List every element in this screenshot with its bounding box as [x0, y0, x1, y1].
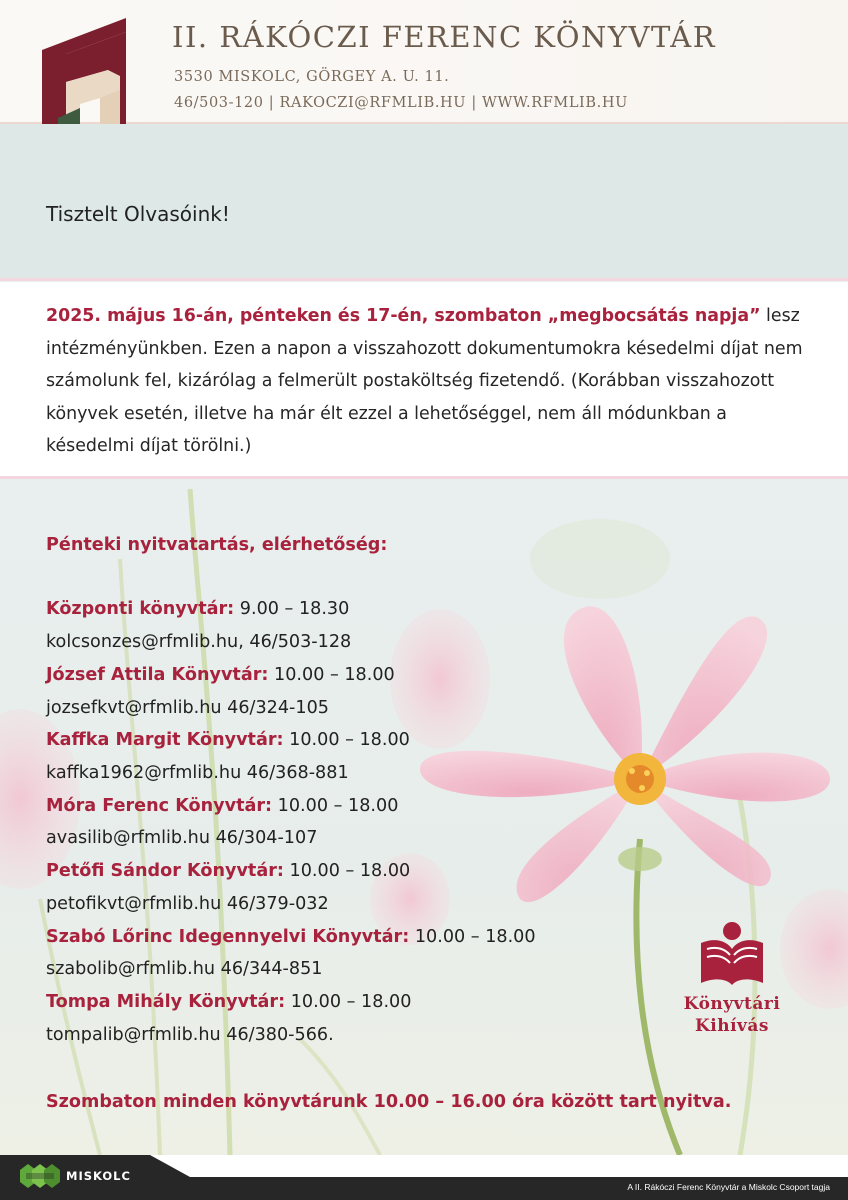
library-name: József Attila Könyvtár:: [46, 665, 269, 685]
library-hours-row: [46, 861, 410, 881]
library-hours-row: [46, 665, 395, 685]
library-time: 10.00 – 18.00: [272, 796, 399, 816]
badge-line-1: Könyvtári: [683, 994, 781, 1014]
badge-line-2: Kihívás: [694, 1016, 769, 1036]
library-time: 10.00 – 18.00: [285, 992, 412, 1012]
miskolc-logo-icon: [20, 1164, 60, 1188]
library-contact-row: szabolib@rfmlib.hu 46/344-851: [46, 959, 323, 979]
challenge-badge: [664, 919, 800, 1037]
hours-heading: Pénteki nyitvatartás, elérhetőség:: [46, 535, 388, 555]
saturday-hours: Szombaton minden könyvtárunk 10.00 – 16.00 óra között tart nyitva.: [46, 1092, 732, 1112]
library-contact-row: avasilib@rfmlib.hu 46/304-107: [46, 828, 318, 848]
library-hours-row: [46, 796, 398, 816]
library-title: II. RÁKÓCZI FERENC KÖNYVTÁR: [172, 20, 717, 54]
library-contact: 46/503-120 | RAKOCZI@RFMLIB.HU | WWW.RFMLIB.HU: [174, 95, 628, 111]
notice-paragraph: [46, 300, 816, 463]
library-time: 10.00 – 18.00: [268, 665, 395, 685]
notice-box: [0, 282, 848, 479]
library-hours-row: [46, 599, 349, 619]
library-address: 3530 MISKOLC, GÖRGEY A. U. 11.: [174, 69, 450, 85]
greeting: Tisztelt Olvasóink!: [46, 202, 230, 226]
library-name: Tompa Mihály Könyvtár:: [46, 992, 286, 1012]
library-time: 9.00 – 18.30: [234, 599, 350, 619]
cosmos-flower-illustration: [0, 479, 848, 1155]
notice-body: lesz intézményünkben. Ezen a napon a visszahozott dokumentumokra késedelmi díjat nem számolunk fel, kizárólag a felmerült postaköltség fizetendő. (Korábban visszahozott könyvek esetén, illetve ha már élt ezzel a lehetőséggel, nem áll módunkban a késedelmi díjat törölni.): [46, 306, 803, 456]
greeting-band: [0, 124, 848, 281]
notice-highlight: 2025. május 16-án, pénteken és 17-én, szombaton „megbocsátás napja”: [46, 306, 761, 326]
open-book-icon: [697, 919, 767, 989]
library-name: Petőfi Sándor Könyvtár:: [46, 861, 284, 881]
library-name: Szabó Lőrinc Idegennyelvi Könyvtár:: [46, 927, 410, 947]
library-contact-row: tompalib@rfmlib.hu 46/380-566.: [46, 1025, 334, 1045]
library-name: Központi könyvtár:: [46, 599, 235, 619]
library-time: 10.00 – 18.00: [283, 730, 410, 750]
footer-note: A II. Rákóczi Ferenc Könyvtár a Miskolc Csoport tagja: [627, 1182, 830, 1192]
library-contact-row: petofikvt@rfmlib.hu 46/379-032: [46, 894, 329, 914]
library-header: [0, 0, 848, 124]
library-hours-row: [46, 992, 411, 1012]
library-contact-row: kolcsonzes@rfmlib.hu, 46/503-128: [46, 632, 352, 652]
library-hours-row: [46, 927, 536, 947]
miskolc-brand: MISKOLC: [66, 1169, 131, 1183]
library-hours-row: [46, 730, 410, 750]
library-name: Kaffka Margit Könyvtár:: [46, 730, 284, 750]
library-time: 10.00 – 18.00: [409, 927, 536, 947]
library-contact-row: kaffka1962@rfmlib.hu 46/368-881: [46, 763, 349, 783]
library-time: 10.00 – 18.00: [283, 861, 411, 881]
library-contact-row: jozsefkvt@rfmlib.hu 46/324-105: [46, 698, 329, 718]
library-name: Móra Ferenc Könyvtár:: [46, 796, 273, 816]
flower-background-section: [0, 479, 848, 1155]
